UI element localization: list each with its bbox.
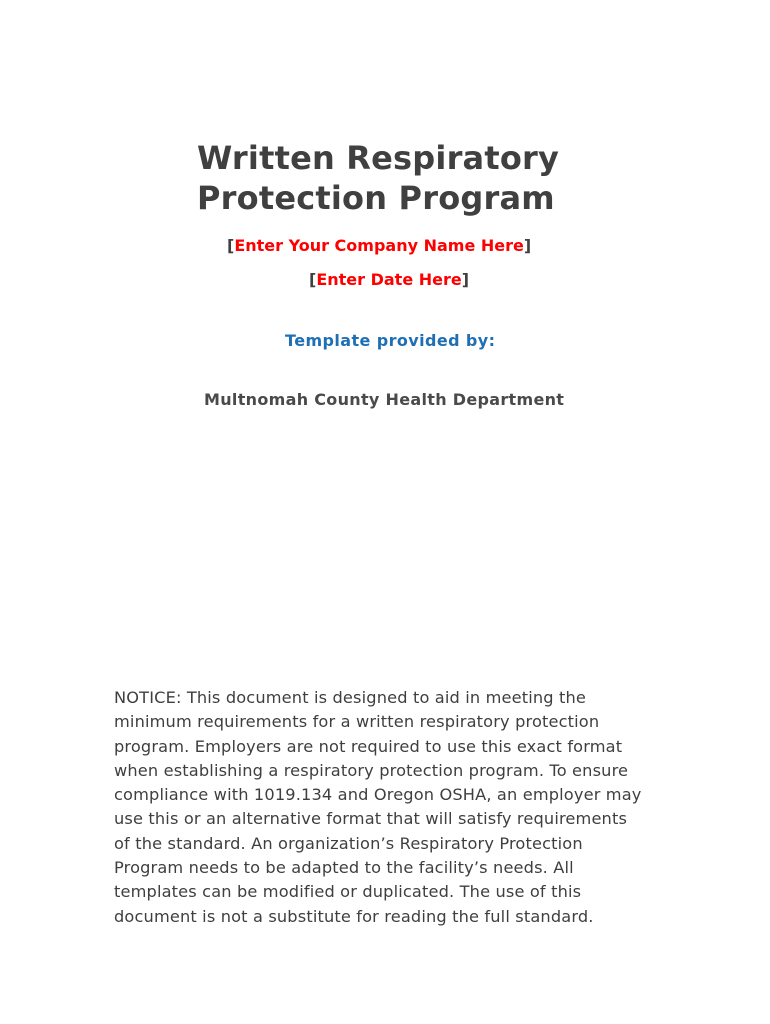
notice-line: templates can be modified or duplicated. The use of this: [114, 882, 582, 902]
notice-line: when establishing a respiratory protection program. To ensure: [114, 760, 629, 780]
company-open-bracket: [: [227, 236, 235, 255]
provider-name: Multnomah County Health Department: [204, 390, 565, 409]
document-title: [197, 138, 617, 218]
template-provided-by-label: Template provided by:: [285, 331, 496, 350]
company-name-field[interactable]: [227, 235, 531, 257]
notice-line: of the standard. An organization’s Respiratory Protection: [114, 833, 583, 853]
notice-paragraph: [114, 686, 684, 929]
title-line-2: Protection Program: [197, 179, 555, 217]
company-name-placeholder[interactable]: Enter Your Company Name Here: [234, 236, 524, 255]
notice-line: program. Employers are not required to use this exact format: [114, 736, 623, 756]
notice-line: minimum requirements for a written respiratory protection: [114, 712, 600, 732]
date-field[interactable]: [309, 269, 469, 291]
notice-line: document is not a substitute for reading the full standard.: [114, 906, 594, 926]
company-close-bracket: ]: [523, 236, 532, 255]
date-placeholder[interactable]: Enter Date Here: [316, 270, 462, 289]
notice-line: NOTICE: This document is designed to aid in meeting the: [114, 688, 587, 707]
notice-line: compliance with 1019.134 and Oregon OSHA, an employer may: [114, 785, 642, 805]
date-open-bracket: [: [309, 270, 317, 289]
date-close-bracket: ]: [461, 270, 470, 289]
title-line-1: Written Respiratory: [197, 139, 560, 177]
notice-line: use this or an alternative format that will satisfy requirements: [114, 809, 628, 829]
notice-line: Program needs to be adapted to the facility’s needs. All: [114, 858, 574, 878]
